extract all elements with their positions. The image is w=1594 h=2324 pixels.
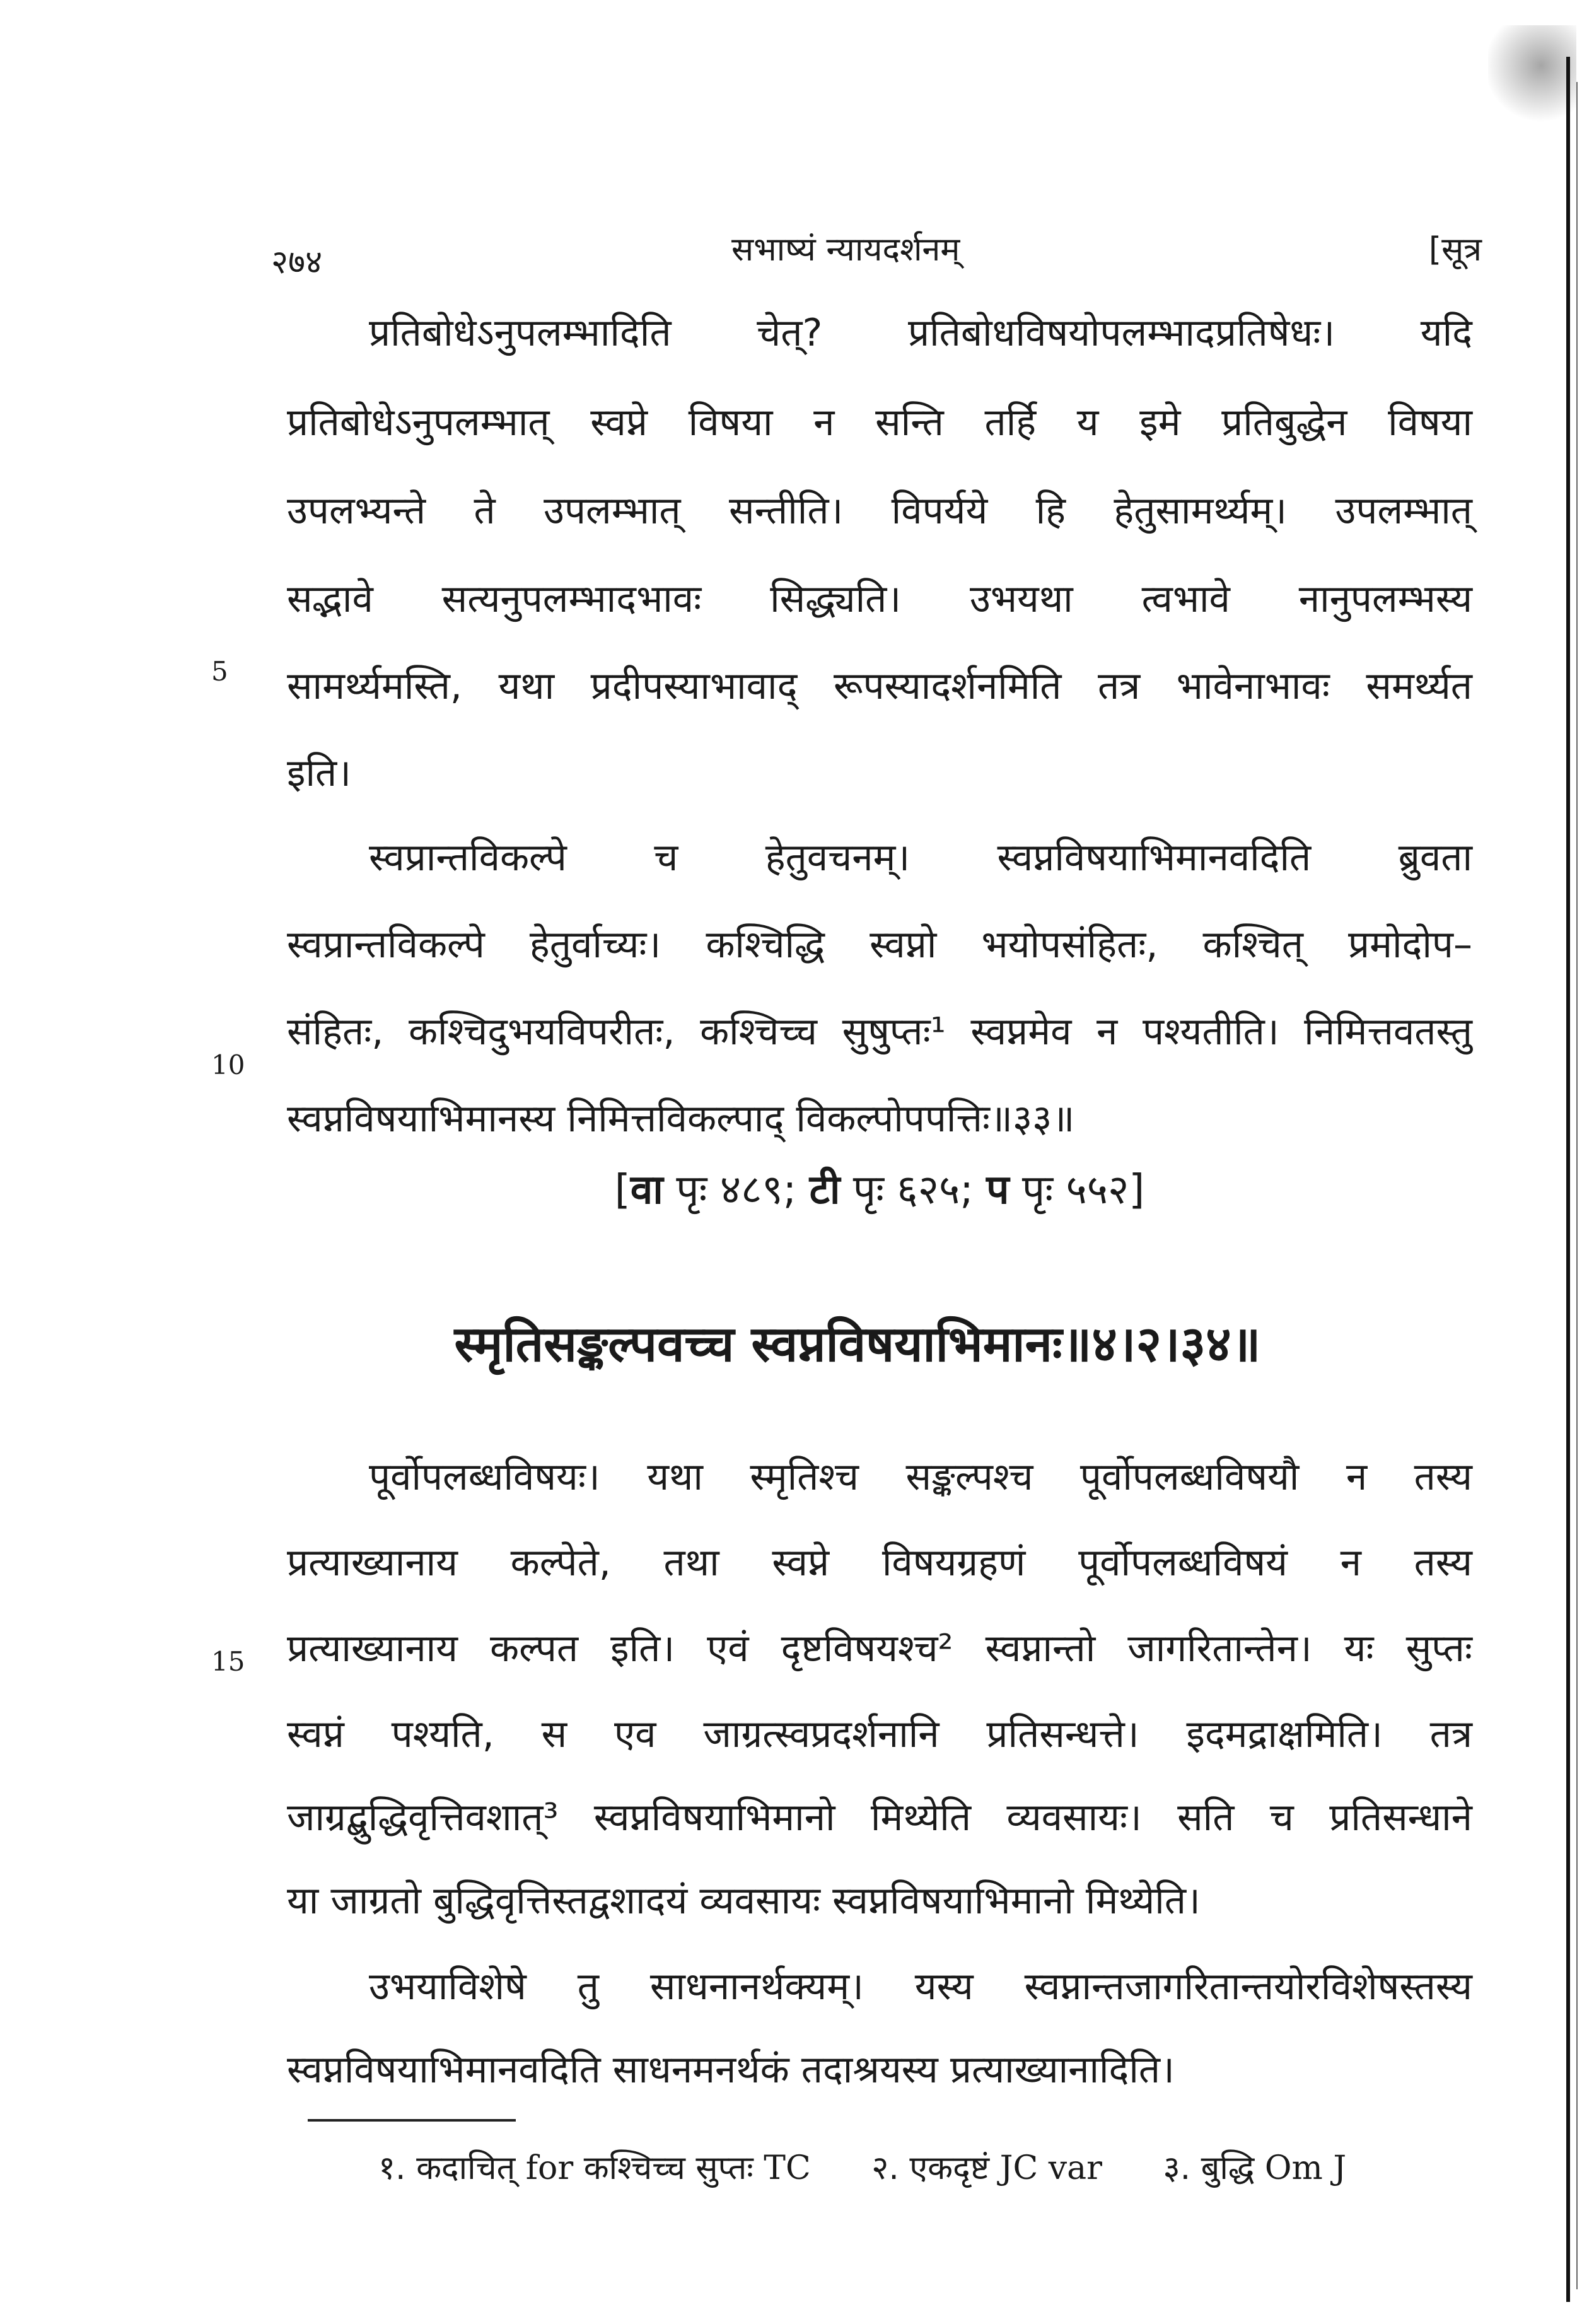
reference-line [542,1160,1217,1215]
text-line: या जाग्रतो बुद्धिवृत्तिस्तद्वशादयं व्यवसायः स्वप्नविषयाभिमानो मिथ्येति। [287,1879,1201,1923]
footnote-text: बुद्धि [1201,2149,1255,2187]
footnote-number: ३. [1163,2149,1191,2187]
line-number: 5 [211,656,228,687]
line-number: 10 [211,1049,245,1080]
page-edge-shadow-inner [1576,82,1578,2289]
footnote-3 [1163,2144,1347,2189]
footnote-1 [378,2144,811,2189]
footnote-rule [308,2119,516,2122]
text-line: प्रतिबोधेऽनुपलम्भात् स्वप्ने विषया न सन्ति तर्हि य इमे प्रतिबुद्धेन विषया [287,400,1472,445]
ref-va-text: पृः ४८९; [663,1167,810,1213]
text-line: सद्भावे सत्यनुपलम्भादभावः सिद्ध्यति। उभयथा त्वभावे नानुपलम्भस्य [287,577,1472,621]
scan-artifact [1488,25,1576,126]
footnote-number: १. [378,2149,406,2187]
footnote-text: एकदृष्टं [909,2149,990,2187]
footnote-2 [871,2144,1102,2189]
footnote-text: कदाचित् [416,2149,516,2187]
ref-ti-text: पृः ६२५; [840,1167,987,1213]
footnote-text: कश्चिच्च सुप्तः [583,2149,753,2187]
ref-pa: प [986,1167,1009,1213]
text-line: उभयाविशेषे तु साधनानर्थक्यम्। यस्य स्वप्नान्तजागरितान्तयोरविशेषस्तस्य [369,1965,1472,2009]
text-line: जाग्रद्बुद्धिवृत्तिवशात्³ स्वप्नविषयाभिमानो मिथ्येति व्यवसायः। सति च प्रतिसन्धाने [287,1796,1472,1840]
text-line: स्वप्नविषयाभिमानवदिति साधनमनर्थकं तदाश्रयस्य प्रत्याख्यानादिति। [287,2048,1175,2092]
text-line: प्रत्याख्यानाय कल्पेते, तथा स्वप्ने विषयग्रहणं पूर्वोपलब्धविषयं न तस्य [287,1541,1472,1585]
ref-va: वा [630,1167,663,1213]
text-line: स्वप्नं पश्यति, स एव जाग्रत्स्वप्रदर्शनानि प्रतिसन्धत्ते। इदमद्राक्षमिति। तत्र [287,1712,1472,1756]
page-edge-shadow [1566,57,1570,2302]
ref-open: [ [614,1167,631,1213]
ref-pa-text: पृः ५५२] [1009,1167,1145,1213]
text-line: सामर्थ्यमस्ति, यथा प्रदीपस्याभावाद् रूपस्यादर्शनमिति तत्र भावेनाभावः समर्थ्यत [287,664,1472,708]
footnotes [378,2144,1488,2189]
text-line: इति। [287,751,351,795]
line-number: 15 [211,1646,245,1677]
text-line: प्रत्याख्यानाय कल्पत इति। एवं दृष्टविषयश्च² स्वप्नान्तो जागरितान्तेन। यः सुप्तः [287,1626,1472,1671]
text-line: स्वप्नविषयाभिमानस्य निमित्तविकल्पाद् विकल्पोपपत्तिः॥३३॥ [287,1097,1075,1141]
text-line: पूर्वोपलब्धविषयः। यथा स्मृतिश्च सङ्कल्पश्च पूर्वोपलब्धविषयौ न तस्य [369,1455,1472,1499]
footnote-number: २. [871,2149,899,2187]
footnote-text: Om J [1264,2149,1347,2187]
text-line: प्रतिबोधेऽनुपलम्भादिति चेत्? प्रतिबोधविषयोपलम्भादप्रतिषेधः। यदि [369,311,1472,355]
text-line: स्वप्रान्तविकल्पे हेतुर्वाच्यः। कश्चिद्धि स्वप्नो भयोपसंहितः, कश्चित् प्रमोदोप– [287,923,1472,967]
footnote-text: JC var [999,2149,1103,2187]
running-title: सभाष्यं न्यायदर्शनम् [731,231,960,269]
text-line: उपलभ्यन्ते ते उपलम्भात् सन्तीति। विपर्यये हि हेतुसामर्थ्यम्। उपलम्भात् [287,489,1472,533]
sutra-heading: स्मृतिसङ्कल्पवच्च स्वप्नविषयाभिमानः॥४।२।३४॥ [454,1316,1261,1373]
running-header [271,226,1482,283]
footnote-text: for [525,2149,574,2187]
page-number: २७४ [271,243,323,281]
text-line: संहितः, कश्चिदुभयविपरीतः, कश्चिच्च सुषुप्तः¹ स्वप्नमेव न पश्यतीति। निमित्तवतस्तु [287,1010,1472,1054]
section-marker: [सूत्र [1428,231,1482,269]
footnote-text: TC [764,2149,811,2187]
ref-ti: टी [809,1167,841,1213]
text-line: स्वप्रान्तविकल्पे च हेतुवचनम्। स्वप्नविषयाभिमानवदिति ब्रुवता [369,836,1472,880]
